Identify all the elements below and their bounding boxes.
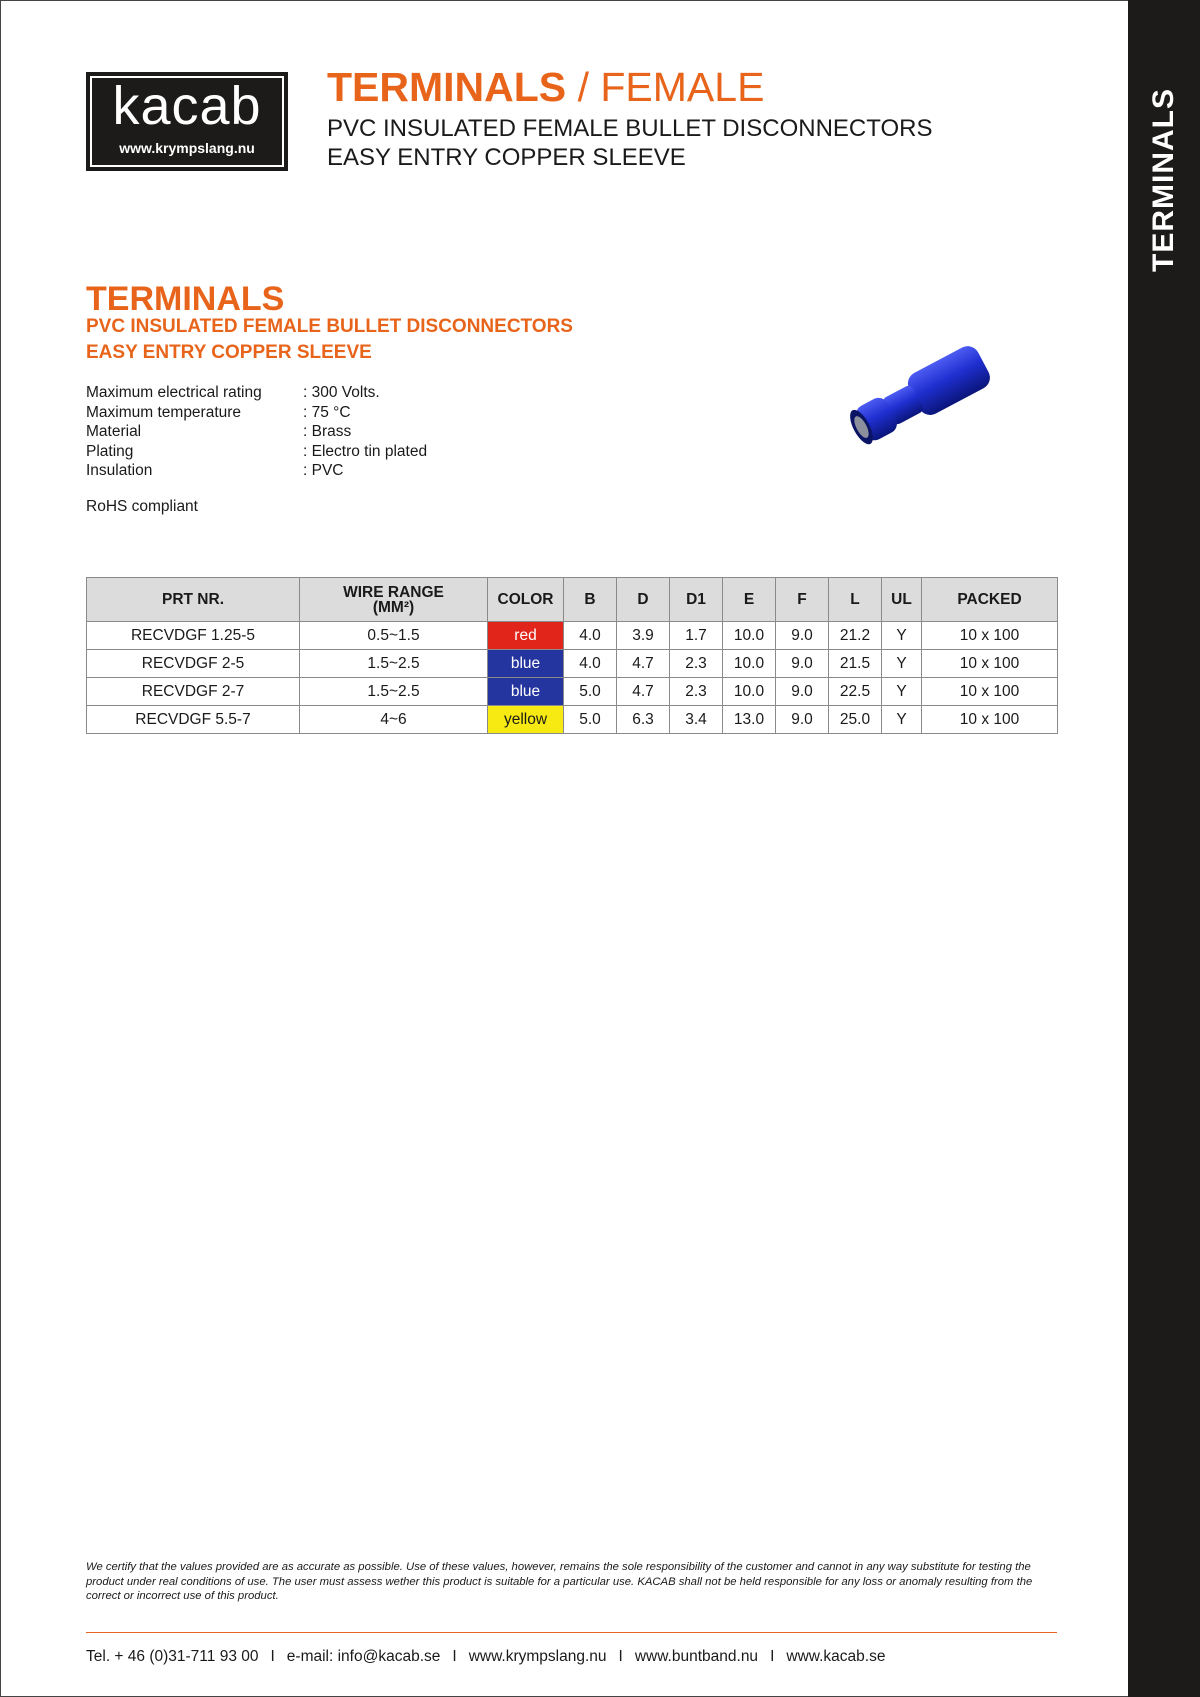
footer-divider: [86, 1632, 1057, 1633]
cell-part: RECVDGF 5.5-7: [87, 706, 300, 734]
footer-link-kacab[interactable]: www.kacab.se: [786, 1648, 886, 1665]
cell-packed: 10 x 100: [922, 706, 1058, 734]
footer-separator: I: [270, 1648, 275, 1665]
cell-e: 10.0: [723, 650, 776, 678]
cell-wire-range: 1.5~2.5: [300, 678, 488, 706]
page-subtitle-2: EASY ENTRY COPPER SLEEVE: [327, 144, 686, 171]
cell-f: 9.0: [776, 678, 829, 706]
spec-label: Maximum electrical rating: [86, 384, 262, 401]
cell-color: red: [488, 622, 564, 650]
cell-b: 5.0: [564, 706, 617, 734]
kacab-logo: [86, 72, 288, 171]
cell-l: 25.0: [829, 706, 882, 734]
cell-l: 21.5: [829, 650, 882, 678]
col-header-l: L: [829, 578, 882, 622]
cell-wire-range: 4~6: [300, 706, 488, 734]
footer-phone: Tel. + 46 (0)31-711 93 00: [86, 1648, 259, 1665]
spec-value: : PVC: [303, 462, 344, 479]
cell-d1: 1.7: [670, 622, 723, 650]
table-row: [87, 706, 1058, 734]
cell-b: 4.0: [564, 650, 617, 678]
table-header-row: [87, 578, 1058, 622]
spec-value: : Brass: [303, 423, 352, 440]
cell-part: RECVDGF 2-7: [87, 678, 300, 706]
table-row: [87, 650, 1058, 678]
cell-packed: 10 x 100: [922, 650, 1058, 678]
disclaimer-text: We certify that the values provided are as accurate as possible. Use of these values, however, remains the sole responsibility of the customer and cannot in any way substitute for testing the product under real conditions of use. The user must assess wether this product is suitable for a particular use. KACAB shall not be held responsible for any loss or anomaly resulting from the correct or incorrect use of this product.: [86, 1561, 1033, 1602]
logo-wordmark: kacab: [112, 76, 262, 136]
spec-label: Material: [86, 423, 142, 440]
col-header-d1: D1: [670, 578, 723, 622]
rohs-note: RoHS compliant: [86, 498, 198, 515]
page-title-main: TERMINALS: [327, 64, 567, 110]
spec-row: [86, 422, 506, 442]
cell-d: 4.7: [617, 650, 670, 678]
product-table: [86, 577, 1058, 734]
cell-part: RECVDGF 1.25-5: [87, 622, 300, 650]
col-header-wire-range-1: WIRE RANGE: [343, 583, 444, 601]
page-title-separator: /: [577, 64, 589, 110]
col-header-wire-range-2: (MM²): [372, 598, 415, 616]
spec-row: [86, 461, 506, 481]
page-title-category: FEMALE: [600, 64, 765, 110]
spec-value: : 75 °C: [303, 403, 351, 421]
side-band: [1128, 0, 1200, 1697]
spec-label: Insulation: [86, 462, 153, 479]
col-header-wire-range: [300, 578, 488, 622]
cell-ul: Y: [882, 706, 922, 734]
footer-email-link[interactable]: e-mail: info@kacab.se: [286, 1648, 441, 1665]
cell-l: 21.2: [829, 622, 882, 650]
cell-ul: Y: [882, 650, 922, 678]
cell-f: 9.0: [776, 622, 829, 650]
spec-row: [86, 383, 506, 403]
section-subtitle-2: EASY ENTRY COPPER SLEEVE: [86, 342, 372, 363]
cell-packed: 10 x 100: [922, 622, 1058, 650]
footer-separator: I: [618, 1648, 623, 1665]
cell-d: 4.7: [617, 678, 670, 706]
footer-separator: I: [452, 1648, 457, 1665]
spec-value: : Electro tin plated: [303, 442, 428, 460]
col-header-e: E: [723, 578, 776, 622]
cell-ul: Y: [882, 678, 922, 706]
spec-list: [86, 383, 506, 481]
col-header-f: F: [776, 578, 829, 622]
col-header-b: B: [564, 578, 617, 622]
col-header-packed: PACKED: [922, 578, 1058, 622]
footer-link-krympslang[interactable]: www.krympslang.nu: [468, 1648, 607, 1665]
page-title: [327, 64, 764, 110]
footer-separator: I: [770, 1648, 775, 1665]
cell-color: blue: [488, 650, 564, 678]
page-subtitle-1: PVC INSULATED FEMALE BULLET DISCONNECTORS: [327, 115, 933, 142]
cell-wire-range: 1.5~2.5: [300, 650, 488, 678]
cell-e: 10.0: [723, 678, 776, 706]
female-bullet-connector-image: [832, 336, 1012, 456]
cell-b: 4.0: [564, 622, 617, 650]
cell-d1: 2.3: [670, 650, 723, 678]
footer-contact: [86, 1648, 885, 1666]
cell-d1: 2.3: [670, 678, 723, 706]
table-row: [87, 678, 1058, 706]
col-header-d: D: [617, 578, 670, 622]
col-header-ul: UL: [882, 578, 922, 622]
cell-part: RECVDGF 2-5: [87, 650, 300, 678]
cell-packed: 10 x 100: [922, 678, 1058, 706]
spec-row: [86, 442, 506, 462]
cell-f: 9.0: [776, 650, 829, 678]
table-row: [87, 622, 1058, 650]
spec-label: Plating: [86, 442, 134, 460]
spec-value: : 300 Volts.: [303, 384, 380, 401]
cell-e: 13.0: [723, 706, 776, 734]
cell-f: 9.0: [776, 706, 829, 734]
footer-link-buntband[interactable]: www.buntband.nu: [634, 1648, 759, 1665]
cell-b: 5.0: [564, 678, 617, 706]
logo-url: www.krympslang.nu: [119, 140, 255, 156]
spec-row: [86, 403, 506, 423]
cell-d: 6.3: [617, 706, 670, 734]
col-header-part: PRT NR.: [87, 578, 300, 622]
cell-d: 3.9: [617, 622, 670, 650]
spec-label: Maximum temperature: [86, 403, 242, 421]
cell-l: 22.5: [829, 678, 882, 706]
side-band-label: TERMINALS: [1147, 88, 1180, 272]
cell-color: blue: [488, 678, 564, 706]
section-subtitle-1: PVC INSULATED FEMALE BULLET DISCONNECTORS: [86, 316, 573, 337]
cell-ul: Y: [882, 622, 922, 650]
cell-color: yellow: [488, 706, 564, 734]
col-header-color: COLOR: [488, 578, 564, 622]
cell-wire-range: 0.5~1.5: [300, 622, 488, 650]
cell-d1: 3.4: [670, 706, 723, 734]
cell-e: 10.0: [723, 622, 776, 650]
section-title: TERMINALS: [86, 280, 285, 318]
